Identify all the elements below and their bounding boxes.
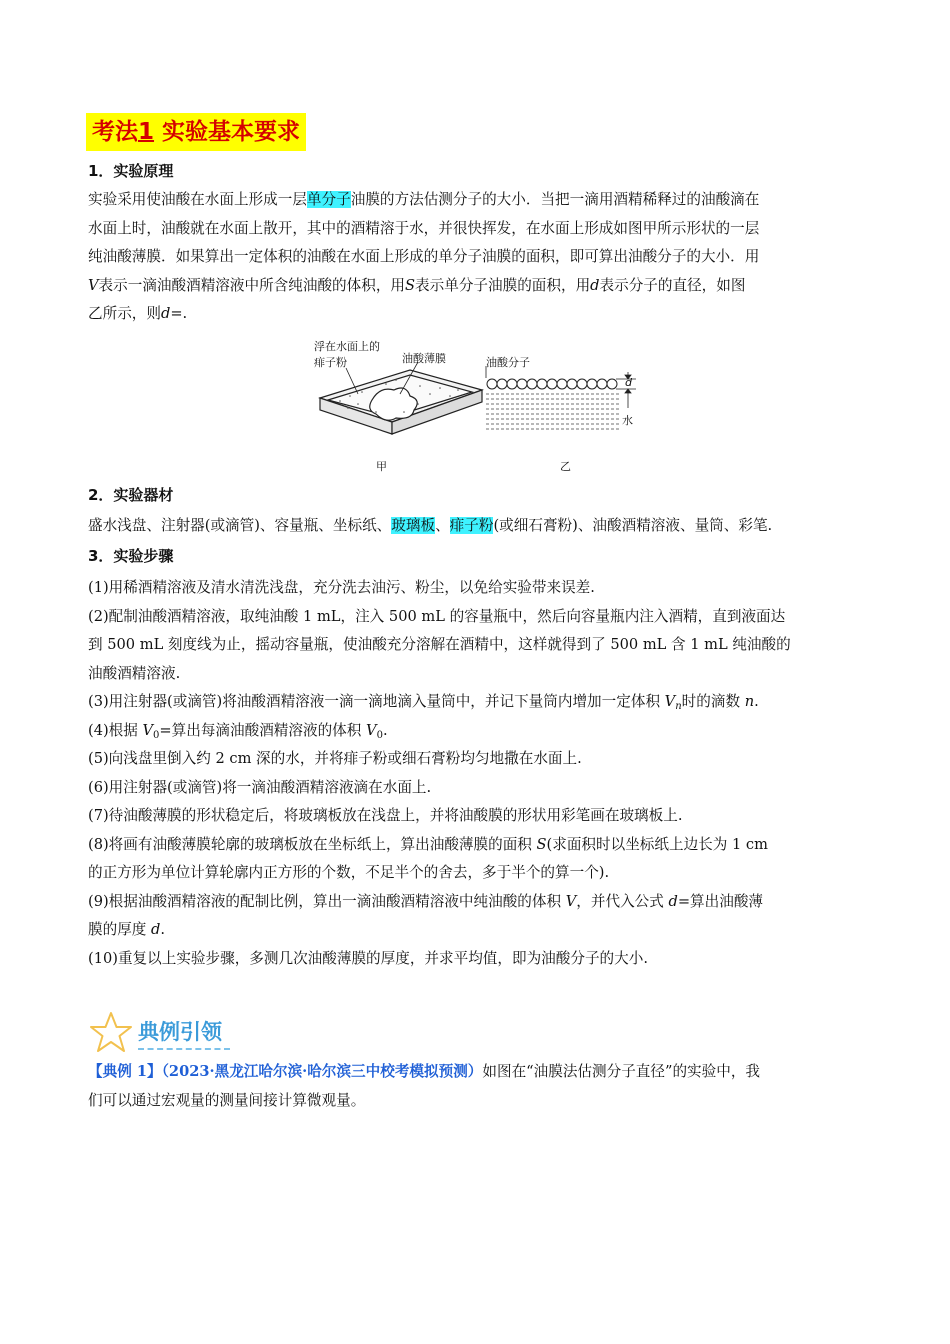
- example-source: （2023·黑龙江哈尔滨·哈尔滨三中校考模拟预测）: [161, 1063, 483, 1080]
- example-tag: 【典例 1】: [88, 1063, 162, 1080]
- step-3: [88, 688, 868, 717]
- heading-steps: 3．实验步骤: [88, 547, 174, 565]
- steps-paragraph: [88, 574, 868, 973]
- text-run: .: [382, 721, 388, 739]
- var-d: d: [151, 921, 161, 938]
- text-run: =算出每滴油酸酒精溶液的体积: [159, 721, 367, 739]
- principle-line-3: 纯油酸薄膜．如果算出一定体积的油酸在水面上形成的单分子油膜的面积，即可算出油酸分子的大小．用: [88, 248, 760, 265]
- title-text: 实验基本要求: [162, 119, 301, 145]
- step-1: (1)用稀酒精溶液及清水清洗浅盘，充分洗去油污、粉尘，以免给实验带来误差.: [88, 579, 595, 596]
- label-line: 痱子粉: [314, 356, 347, 369]
- highlight-glass-plate: 玻璃板: [391, 517, 436, 534]
- text-run: ，并代入公式: [576, 892, 669, 910]
- step-9-line-2: [88, 916, 868, 945]
- var-v: V: [142, 721, 154, 739]
- var-v: V: [88, 276, 99, 294]
- label-oil-film: 油酸薄膜: [402, 352, 446, 365]
- label-line: 浮在水面上的: [314, 340, 380, 353]
- example-paragraph: [88, 1058, 868, 1115]
- step-2-line-2: 到 500 mL 刻度线为止，摇动容量瓶，使油酸充分溶解在酒精中，这样就得到了 500 mL 含 1 mL 纯油酸的: [88, 636, 791, 653]
- caption-b: 乙: [560, 460, 571, 473]
- label-floating-powder: [314, 338, 380, 370]
- label-oil-molecule: 油酸分子: [486, 356, 530, 369]
- text-run: (8)将画有油酸薄膜轮廓的玻璃板放在坐标纸上，算出油酸薄膜的面积: [88, 835, 537, 853]
- principle-line-4: [88, 272, 868, 301]
- text-run: 油膜的方法估测分子的大小．当把一滴用酒精稀释过的油酸滴在: [350, 191, 760, 208]
- star-icon: [88, 1010, 134, 1056]
- step-2-line-1: (2)配制油酸酒精溶液，取纯油酸 1 mL，注入 500 mL 的容量瓶中，然后向容量瓶内注入酒精，直到液面达: [88, 607, 786, 625]
- experiment-figure: [300, 338, 660, 478]
- principle-line-1: [88, 186, 868, 215]
- text-run: 盛水浅盘、注射器(或滴管)、容量瓶、坐标纸、: [88, 517, 392, 534]
- title-prefix: 考法: [92, 119, 138, 145]
- example-line-2: 们可以通过宏观量的测量间接计算微观量。: [88, 1091, 366, 1109]
- caption-a: 甲: [376, 460, 387, 473]
- text-run: 、: [435, 517, 450, 534]
- var-v: V: [366, 721, 377, 739]
- highlight-powder: 痱子粉: [449, 517, 494, 534]
- text-run: (9)根据油酸酒精溶液的配制比例，算出一滴油酸酒精溶液中纯油酸的体积: [88, 892, 566, 910]
- label-d: d: [625, 376, 632, 389]
- var-d: d: [590, 276, 600, 294]
- label-water: 水: [622, 414, 633, 427]
- title-number: 1: [138, 119, 155, 145]
- text-run: =.: [170, 305, 188, 322]
- text-run: (4)根据: [88, 721, 143, 739]
- text-run: 表示一滴油酸酒精溶液中所含纯油酸的体积，用: [98, 276, 406, 294]
- var-n: n: [744, 693, 755, 710]
- materials-line: [88, 512, 868, 541]
- text-run: 膜的厚度: [88, 921, 152, 938]
- step-10: (10)重复以上实验步骤，多测几次油酸薄膜的厚度，并求平均值，即为油酸分子的大小.: [88, 949, 648, 967]
- text-run: .: [160, 921, 165, 938]
- step-4: [88, 717, 868, 746]
- var-v: V: [565, 892, 577, 910]
- var-d: d: [160, 305, 171, 322]
- section-title: [86, 113, 306, 151]
- text-run: 实验采用使油酸在水面上形成一层: [88, 191, 307, 208]
- step-2-line-3: 油酸酒精溶液.: [88, 664, 181, 682]
- heading-materials: 2．实验器材: [88, 486, 174, 504]
- var-d: d: [668, 892, 678, 910]
- text-run: =算出油酸薄: [677, 892, 764, 910]
- principle-paragraph: [88, 186, 868, 329]
- heading-principle: 1．实验原理: [88, 162, 174, 180]
- example-line-1: [88, 1058, 868, 1087]
- step-8-line-2: 的正方形为单位计算轮廓内正方形的个数，不足半个的舍去，多于半个的算一个).: [88, 864, 610, 881]
- water-lines: [486, 394, 620, 429]
- text-run: 表示分子的直径，如图: [599, 276, 746, 294]
- highlight-monolayer: 单分子: [306, 191, 351, 208]
- tray-illustration: [320, 370, 482, 434]
- materials-paragraph: [88, 512, 868, 541]
- sub-n: n: [675, 701, 682, 712]
- example-banner: [88, 1010, 308, 1058]
- principle-line-5: [88, 300, 868, 329]
- step-9-line-1: [88, 888, 868, 917]
- sub-0: 0: [376, 729, 383, 741]
- var-v: V: [664, 693, 676, 710]
- text-run: 如图在“油膜法估测分子直径”的实验中，我: [482, 1063, 761, 1080]
- var-s: S: [405, 276, 416, 294]
- var-s: S: [536, 835, 547, 853]
- step-7: (7)待油酸薄膜的形状稳定后，将玻璃板放在浅盘上，并将油酸膜的形状用彩笔画在玻璃板上.: [88, 807, 683, 824]
- example-underline: [138, 1048, 230, 1050]
- text-run: (或细石膏粉)、油酸酒精溶液、量筒、彩笔.: [493, 517, 773, 534]
- example-heading: 典例引领: [138, 1020, 222, 1044]
- sub-0: 0: [153, 729, 160, 741]
- text-run: (求面积时以坐标纸上边长为 1 cm: [546, 835, 768, 853]
- text-run: 时的滴数: [681, 693, 745, 710]
- monolayer-illustration: [487, 379, 617, 389]
- text-run: 乙所示，则: [88, 305, 161, 322]
- principle-line-2: 水面上时，油酸就在水面上散开，其中的酒精溶于水，并很快挥发，在水面上形成如图甲所示形状的一层: [88, 219, 760, 237]
- step-8-line-1: [88, 831, 868, 860]
- step-5: (5)向浅盘里倒入约 2 cm 深的水，并将痱子粉或细石膏粉均匀地撒在水面上.: [88, 750, 582, 767]
- text-run: (3)用注射器(或滴管)将油酸酒精溶液一滴一滴地滴入量筒中，并记下量筒内增加一定体积: [88, 693, 665, 710]
- step-6: (6)用注射器(或滴管)将一滴油酸酒精溶液滴在水面上.: [88, 778, 432, 796]
- text-run: 表示单分子油膜的面积，用: [415, 276, 591, 294]
- text-run: .: [754, 693, 759, 710]
